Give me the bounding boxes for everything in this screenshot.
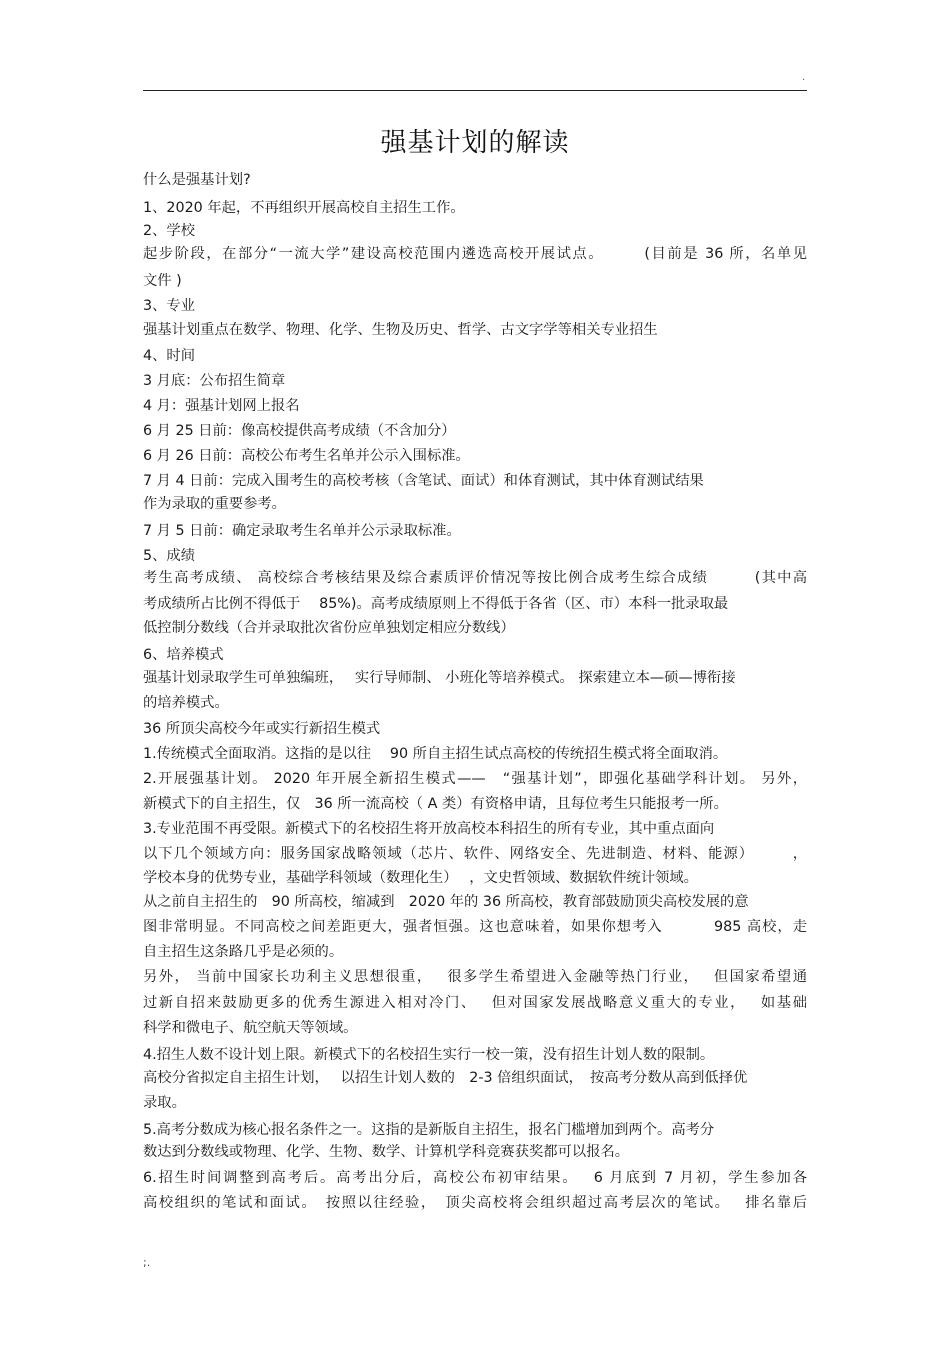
text-line: 什么是强基计划? <box>143 172 251 188</box>
text-line: 录取。 <box>143 1095 186 1111</box>
text-line: 强基计划重点在数学、物理、化学、生物及历史、哲学、古文字学等相关专业招生 <box>143 322 658 338</box>
text-line: 2.开展强基计划。 2020 年开展全新招生模式—— “强基计划”，即强化基础学科计划。 另外， <box>143 771 807 787</box>
text-line: 2、学校 <box>143 223 195 239</box>
text-line: 从之前自主招生的 90 所高校，缩减到 2020 年的 36 所高校，教育部鼓励顶尖高校发展的意 <box>143 894 749 910</box>
text-line: 文件 ) <box>143 273 182 289</box>
text-line: 作为录取的重要参考。 <box>143 496 286 512</box>
header-rule <box>143 90 807 91</box>
text-line: 3.专业范围不再受限。新模式下的名校招生将开放高校本科招生的所有专业，其中重点面向 <box>143 821 715 837</box>
text-line: 4 月：强基计划网上报名 <box>143 398 300 414</box>
text-line: 6 月 26 日前：高校公布考生名单并公示入围标准。 <box>143 448 470 464</box>
text-line: 另外， 当前中国家长功利主义思想很重， 很多学生希望进入金融等热门行业， 但国家希望通 <box>143 969 807 985</box>
text-line: 的培养模式。 <box>143 695 229 711</box>
text-line: 3、专业 <box>143 298 195 314</box>
text-line: 新模式下的自主招生，仅 36 所一流高校（ A 类）有资格申请，且每位考生只能报考一所。 <box>143 796 728 812</box>
text-line: 科学和微电子、航空航天等领域。 <box>143 1020 358 1036</box>
text-line: 6 月 25 日前：像高校提供高考成绩（不含加分） <box>143 423 456 439</box>
text-line: 7 月 4 日前：完成入围考生的高校考核（含笔试、面试）和体育测试，其中体育测试结果 <box>143 473 704 489</box>
text-line: 7 月 5 日前：确定录取考生名单并公示录取标准。 <box>143 523 461 539</box>
text-line: 4.招生人数不设计划上限。新模式下的名校招生实行一校一策，没有招生计划人数的限制。 <box>143 1047 715 1063</box>
text-line: 起步阶段，在部分“一流大学”建设高校范围内遴选高校开展试点。 (目前是 36 所，名单见 <box>143 246 807 262</box>
text-line: 3 月底：公布招生简章 <box>143 373 286 389</box>
text-line: 6.招生时间调整到高考后。高考出分后，高校公布初审结果。 6 月底到 7 月初，学生参加各 <box>143 1170 807 1186</box>
footer-mark: ;. <box>143 1256 151 1269</box>
text-line: 考成绩所占比例不得低于 85%)。高考成绩原则上不得低于各省（区、市）本科一批录取最 <box>143 596 729 612</box>
header-mark: . <box>802 72 806 83</box>
text-line: 过新自招来鼓励更多的优秀生源进入相对冷门、 但对国家发展战略意义重大的专业， 如基础 <box>143 995 807 1011</box>
text-line: 4、时间 <box>143 348 195 364</box>
text-line: 5.高考分数成为核心报名条件之一。这指的是新版自主招生，报名门槛增加到两个。高考分 <box>143 1122 715 1138</box>
text-line: 自主招生这条路几乎是必须的。 <box>143 944 344 960</box>
text-line: 学校本身的优势专业，基础学科领域（数理化生） ，文史哲领域、数据软件统计领域。 <box>143 870 698 886</box>
text-line: 高校组织的笔试和面试。 按照以往经验， 顶尖高校将会组织超过高考层次的笔试。 排名靠后 <box>143 1195 807 1211</box>
text-line: 5、成绩 <box>143 548 195 564</box>
document-title: 强基计划的解读 <box>380 128 570 158</box>
text-line: 1、2020 年起，不再组织开展高校自主招生工作。 <box>143 200 465 216</box>
text-line: 36 所顶尖高校今年或实行新招生模式 <box>143 721 381 737</box>
text-line: 图非常明显。不同高校之间差距更大，强者恒强。这也意味着，如果你想考入 985 高校，走 <box>143 919 807 935</box>
text-line: 以下几个领域方向：服务国家战略领域（芯片、软件、网络安全、先进制造、材料、能源） ， <box>143 846 807 862</box>
text-line: 低控制分数线（合并录取批次省份应单独划定相应分数线） <box>143 620 515 636</box>
text-line: 考生高考成绩、 高校综合考核结果及综合素质评价情况等按比例合成考生综合成绩 (其中高 <box>143 570 807 586</box>
text-line: 6、培养模式 <box>143 647 224 663</box>
text-line: 强基计划录取学生可单独编班， 实行导师制、 小班化等培养模式。 探索建立本—硕—博衔接 <box>143 670 736 686</box>
text-line: 数达到分数线或物理、化学、生物、数学、计算机学科竞赛获奖都可以报名。 <box>143 1144 630 1160</box>
text-line: 1.传统模式全面取消。这指的是以往 90 所自主招生试点高校的传统招生模式将全面取消。 <box>143 746 728 762</box>
text-line: 高校分省拟定自主招生计划， 以招生计划人数的 2-3 倍组织面试， 按高考分数从高到低择优 <box>143 1070 748 1086</box>
